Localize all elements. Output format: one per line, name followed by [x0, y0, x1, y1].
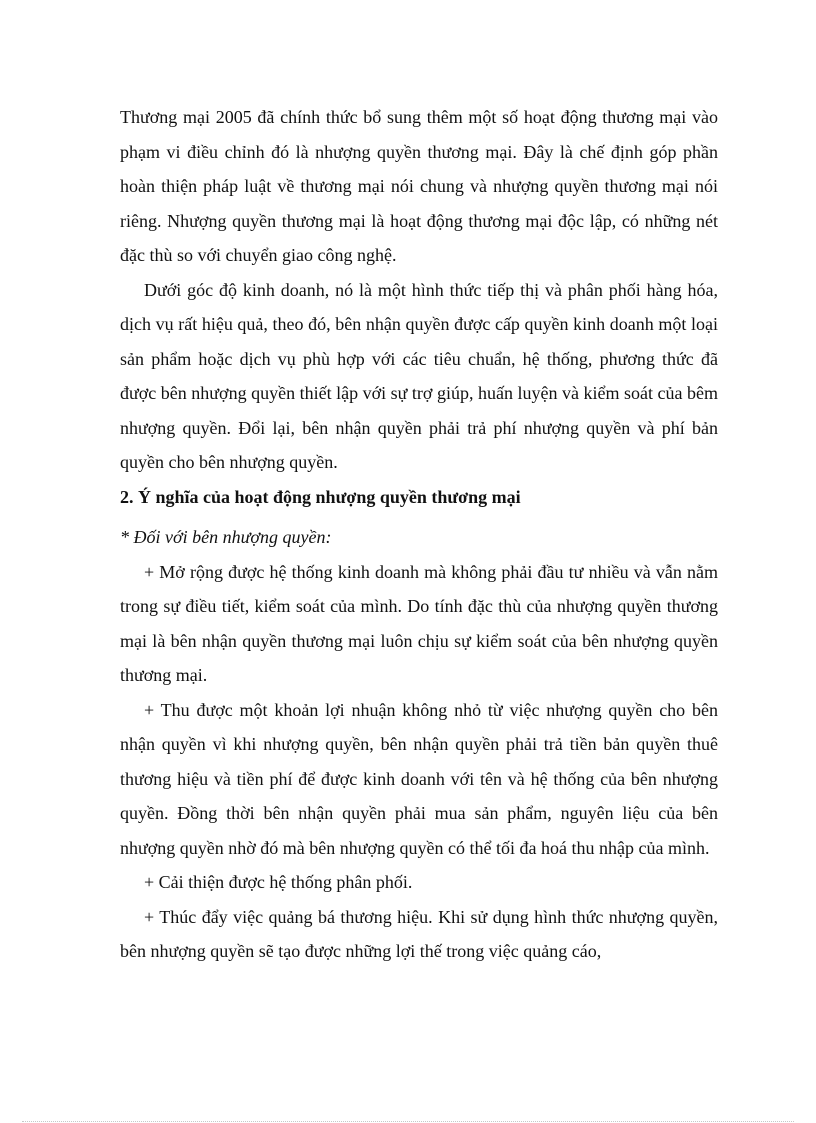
list-item-profit: + Thu được một khoản lợi nhuận không nhỏ từ việc nhượng quyền cho bên nhận quyền vì khi nhượng quyền, bên nhận quyền phải trả tiền bản quyền thuê thương hiệu và tiền phí để được kinh doanh với tên và hệ thống của bên nhượng quyền. Đồng thời bên nhận quyền phải mua sản phẩm, nguyên liệu của bên nhượng quyền nhờ đó mà bên nhượng quyền có thể tối đa hoá thu nhập của mình. — [120, 699, 718, 858]
document-page — [120, 100, 718, 969]
list-item-distribution: + Cải thiện được hệ thống phân phối. — [144, 872, 413, 892]
list-item-brand-promotion: + Thúc đẩy việc quảng bá thương hiệu. Khi sử dụng hình thức nhượng quyền, bên nhượng quyền sẽ tạo được những lợi thế trong việc quảng cáo, — [120, 906, 718, 961]
paragraph-intro: Thương mại 2005 đã chính thức bổ sung thêm một số hoạt động thương mại vào phạm vi điều chỉnh đó là nhượng quyền thương mại. Đây là chế định góp phần hoàn thiện pháp luật về thương mại nói chung và nhượng quyền thương mại nói riêng. Nhượng quyền thương mại là hoạt động thương mại độc lập, có những nét đặc thù so với chuyển giao công nghệ. — [120, 107, 718, 265]
section-heading: 2. Ý nghĩa của hoạt động nhượng quyền thương mại — [120, 486, 521, 507]
list-item-expand-system: + Mở rộng được hệ thống kinh doanh mà không phải đầu tư nhiều và vẫn nằm trong sự điều tiết, kiểm soát của mình. Do tính đặc thù của nhượng quyền thương mại là bên nhận quyền thương mại luôn chịu sự kiểm soát của bên nhượng quyền thương mại. — [120, 561, 718, 685]
paragraph-business-view: Dưới góc độ kinh doanh, nó là một hình thức tiếp thị và phân phối hàng hóa, dịch vụ rất hiệu quả, theo đó, bên nhận quyền được cấp quyền kinh doanh một loại sản phẩm hoặc dịch vụ phù hợp với các tiêu chuẩn, hệ thống, phương thức đã được bên nhượng quyền thiết lập với sự trợ giúp, huấn luyện và kiểm soát của bêm nhượng quyền. Đổi lại, bên nhận quyền phải trả phí nhượng quyền và phí bản quyền cho bên nhượng quyền. — [120, 279, 718, 472]
subheading-franchisor: * Đối với bên nhượng quyền: — [120, 527, 332, 547]
page-bottom-divider — [22, 1121, 794, 1122]
